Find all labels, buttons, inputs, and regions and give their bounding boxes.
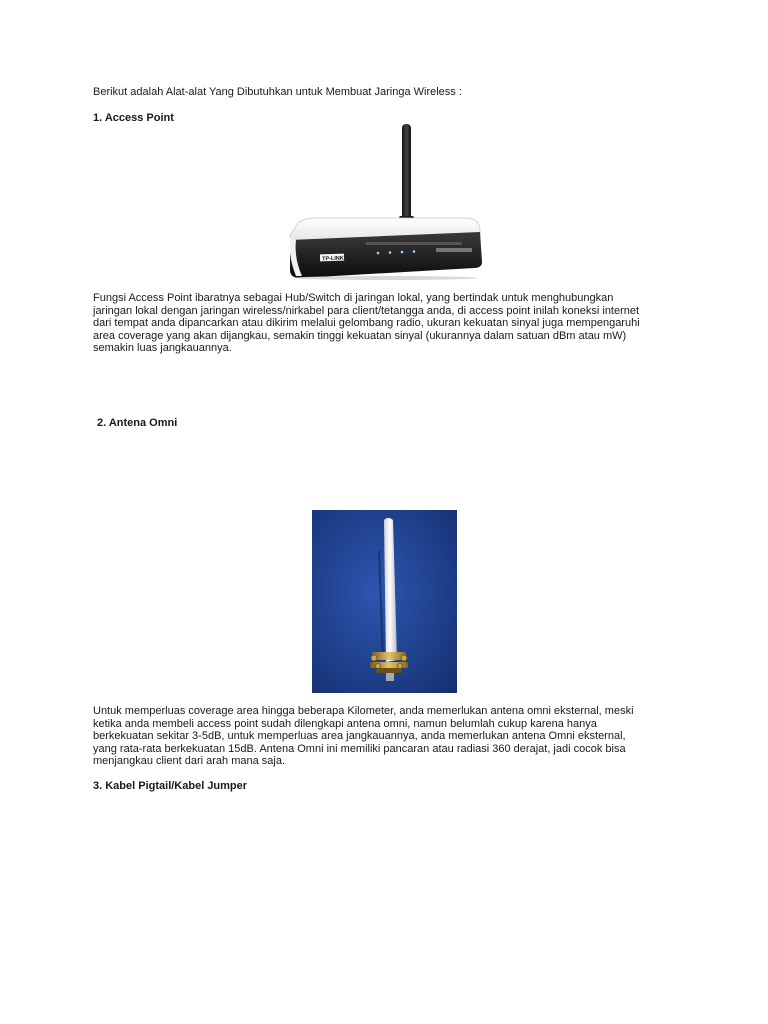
paragraph-line: Untuk memperluas coverage area hingga beberapa Kilometer, anda memerlukan antena omni eksternal, meski [93, 705, 634, 717]
section-heading-access-point: 1. Access Point [93, 112, 174, 124]
intro-text: Berikut adalah Alat-alat Yang Dibutuhkan untuk Membuat Jaringa Wireless : [93, 86, 462, 98]
router-front [290, 232, 482, 278]
paragraph-line: Fungsi Access Point ibaratnya sebagai Hub/Switch di jaringan lokal, yang bertindak untuk menghubungkan [93, 292, 614, 304]
antena-omni-paragraph [93, 705, 683, 768]
paragraph-line: jaringan lokal dengan jaringan wireless/nirkabel para client/tetangga anda, di access point inilah koneksi internet [93, 304, 640, 317]
paragraph-line: area coverage yang akan dijangkau, semakin tinggi kekuatan sinyal (ukurannya dalam satuan dBm atau mW) [93, 329, 627, 342]
brand-text: TP-LINK [321, 255, 344, 263]
paragraph-line: semakin luas jangkauannya. [93, 342, 232, 355]
paragraph-line: dari tempat anda dipancarkan atau dikirim melalui gelombang radio, ukuran kekuatan sinyal juga mempengaruhi [93, 317, 640, 330]
paragraph-line: menjangkau client dari arah mana saja. [93, 755, 286, 768]
paragraph-line: yang rata-rata berkekuatan 15dB. Antena Omni ini memiliki pancaran atau radiasi 360 derajat, jadi cocok bisa [93, 742, 626, 755]
access-point-paragraph [93, 292, 683, 355]
access-point-image [286, 122, 484, 280]
section-heading-antena-omni: 2. Antena Omni [97, 417, 178, 429]
paragraph-line: ketika anda membeli access point sudah dilengkapi antena omni, namun belumlah cukup karena hanya [93, 717, 597, 730]
paragraph-line: berkekuatan sekitar 3-5dB, untuk memperluas area jangkauannya, anda memerlukan antena Omni eksternal, [93, 730, 626, 743]
section-heading-kabel-pigtail: 3. Kabel Pigtail/Kabel Jumper [93, 780, 248, 792]
antenna-rod [402, 124, 411, 222]
omni-antenna-image [312, 510, 457, 693]
